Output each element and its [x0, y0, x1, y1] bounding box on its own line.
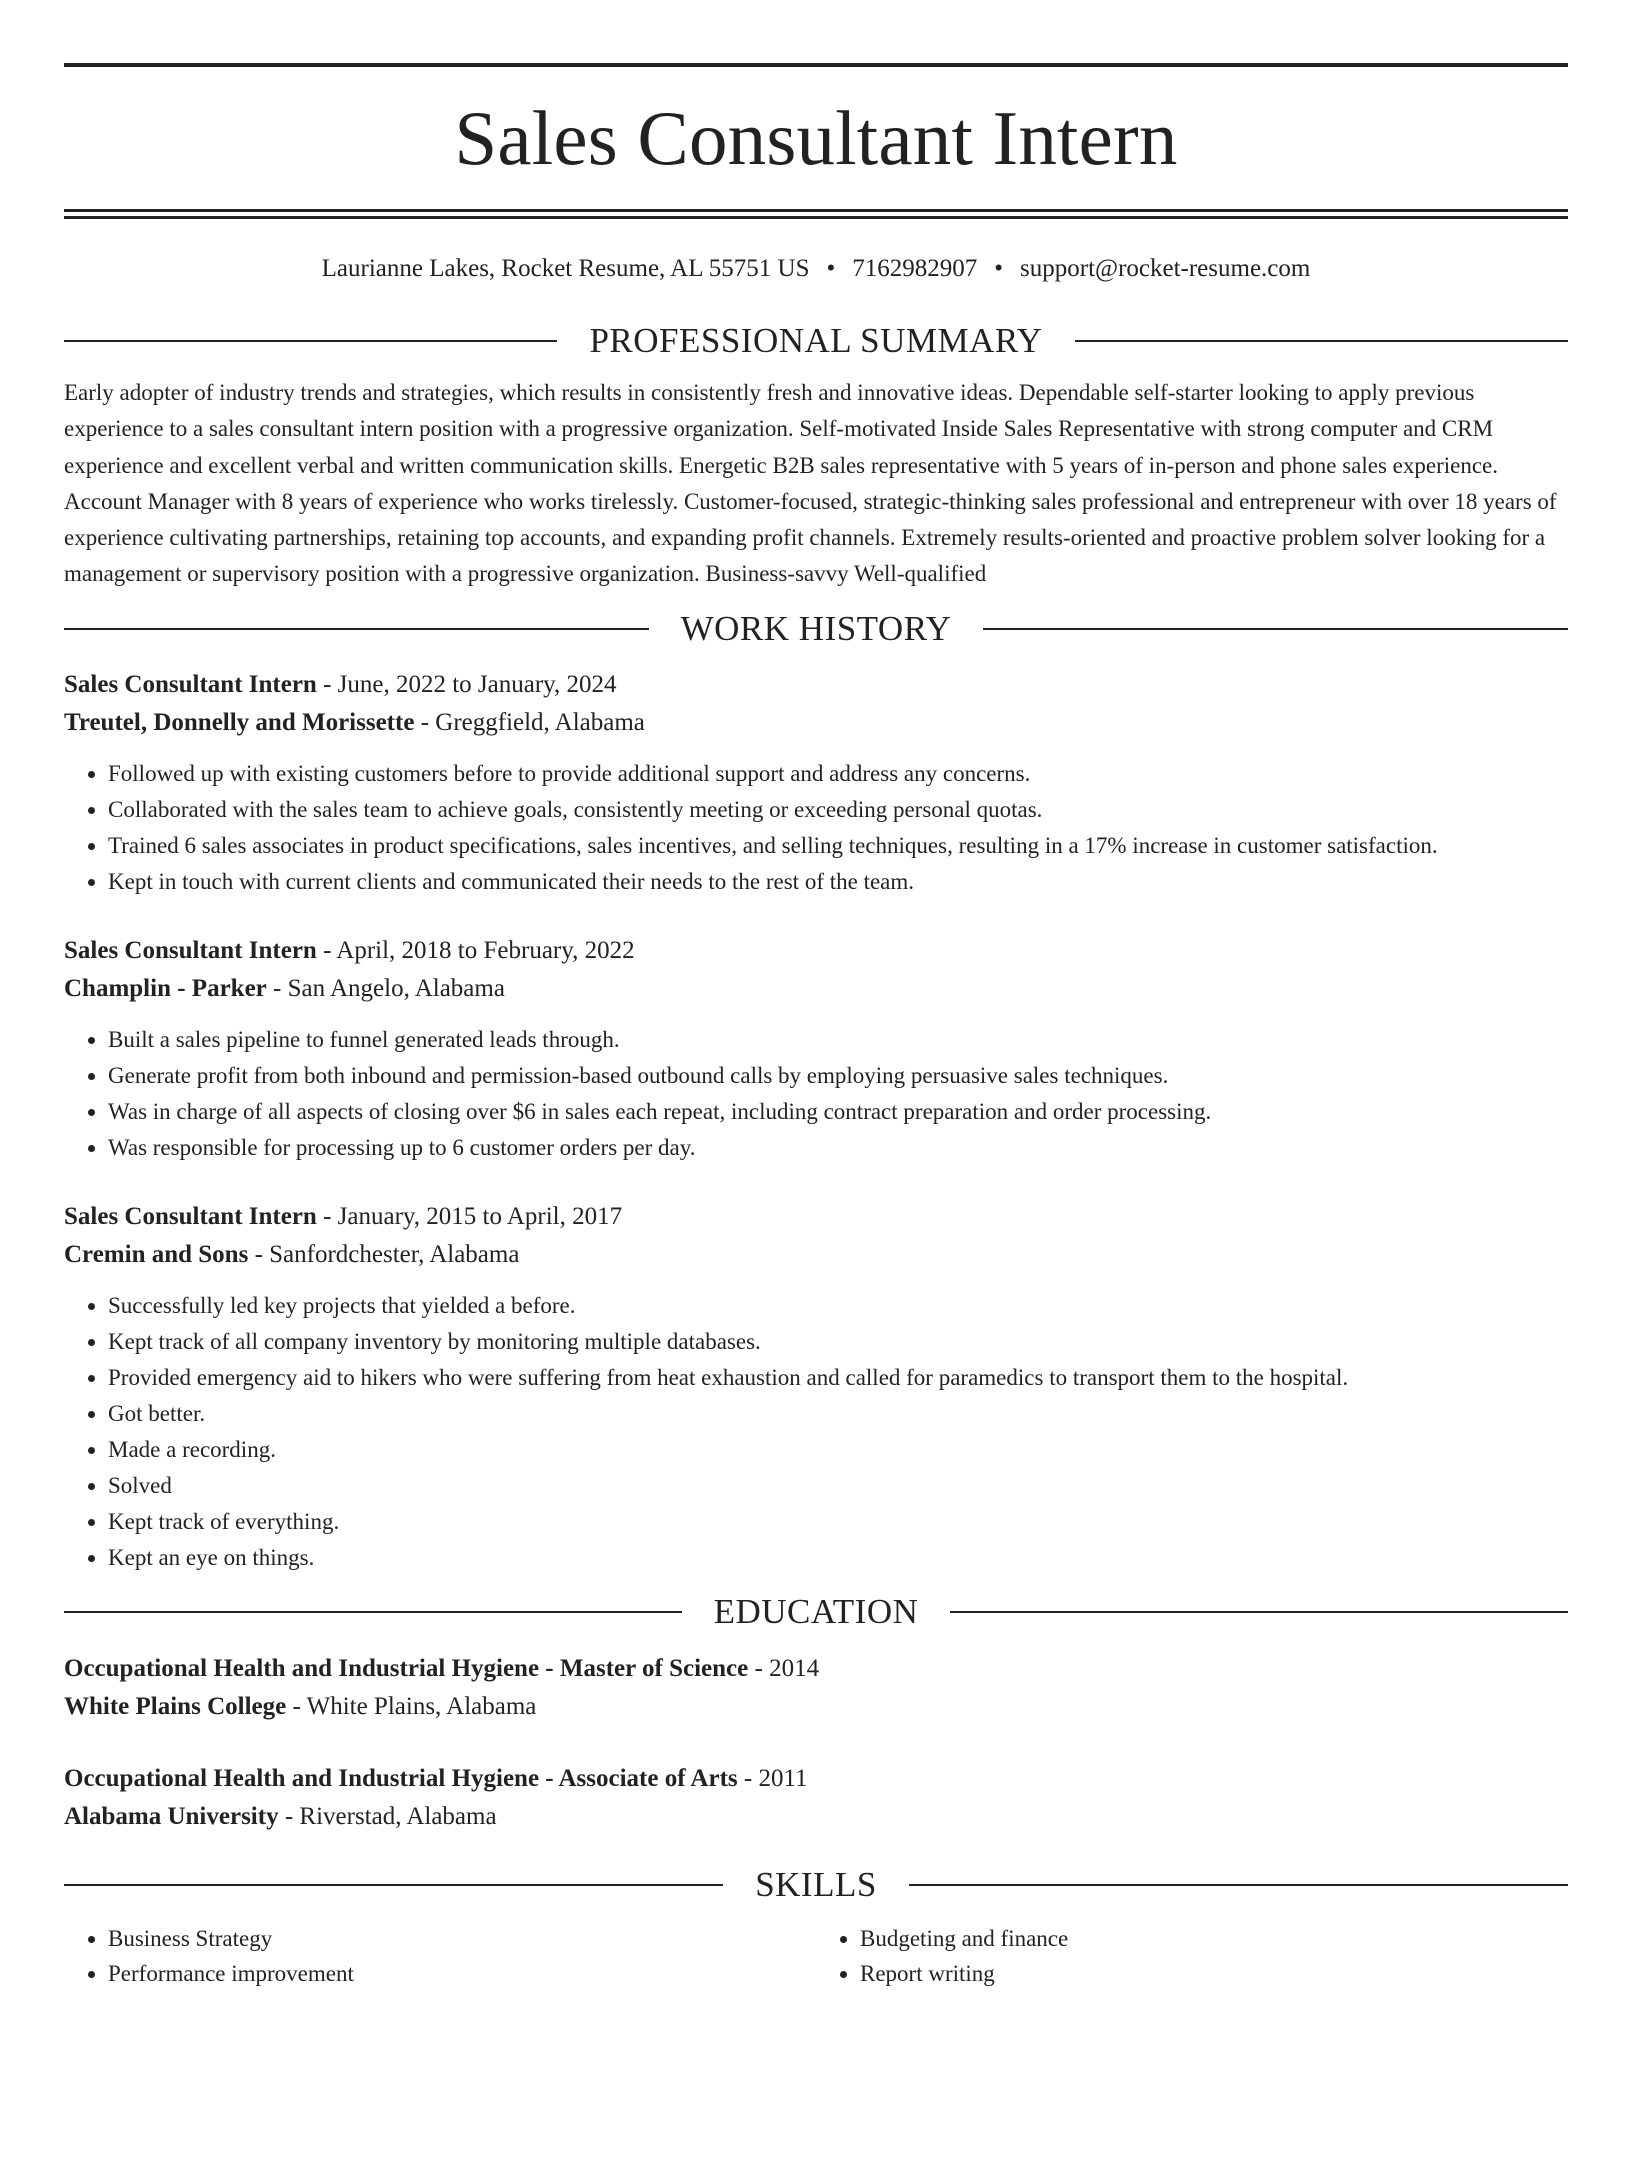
resume-page	[0, 63, 1632, 2175]
job-entry	[64, 932, 1568, 1166]
job-title-line	[64, 666, 1568, 704]
top-rule	[64, 63, 1568, 67]
education-degree: Occupational Health and Industrial Hygiene - Master of Science	[64, 1654, 749, 1682]
job-company-line	[64, 970, 1568, 1008]
list-item: • Successfully led key projects that yielded a before.	[108, 1288, 1568, 1324]
job-dates: - June, 2022 to January, 2024	[316, 670, 617, 698]
education-school-line	[64, 1688, 1568, 1726]
skill-item: • Performance improvement	[108, 1956, 816, 1991]
education-degree-line	[64, 1650, 1568, 1688]
list-item: • Kept track of all company inventory by monitoring multiple databases.	[108, 1324, 1568, 1360]
skills-column-right	[816, 1921, 1568, 1991]
list-item: • Kept in touch with current clients and communicated their needs to the rest of the team.	[108, 864, 1568, 900]
list-item: • Trained 6 sales associates in product specifications, sales incentives, and selling techniques, resulting in a 17% increase in customer satisfaction.	[108, 828, 1568, 864]
summary-paragraph: Early adopter of industry trends and strategies, which results in consistently fresh and innovative ideas. Dependable self-starter looking to apply previous experience to a sales consultant intern position with a progressive organization. Self-motivated Inside Sales Representative with strong computer and CRM experience and excellent verbal and written communication skills. Energetic B2B sales representative with 5 years of in-person and phone sales experience. Account Manager with 8 years of experience who works tirelessly. Customer-focused, strategic-thinking sales professional and entrepreneur with over 18 years of experience cultivating partnerships, retaining top accounts, and expanding profit channels. Extremely results-oriented and proactive problem solver looking for a management or supervisory position with a progressive organization. Business-savvy Well-qualified	[64, 380, 1557, 587]
job-entry	[64, 666, 1568, 900]
list-item: • Provided emergency aid to hikers who were suffering from heat exhaustion and called for paramedics to transport them to the hospital.	[108, 1360, 1568, 1396]
job-title-line	[64, 932, 1568, 970]
job-dates: - January, 2015 to April, 2017	[316, 1202, 623, 1230]
education-school-line	[64, 1798, 1568, 1836]
skill-item: • Report writing	[860, 1956, 1568, 1991]
heading-rule	[983, 628, 1568, 630]
job-dates: - April, 2018 to February, 2022	[316, 936, 635, 964]
education-degree: Occupational Health and Industrial Hygiene - Associate of Arts	[64, 1764, 738, 1792]
skills-column-left	[64, 1921, 816, 1991]
resume-title: Sales Consultant Intern	[454, 95, 1178, 181]
section-title: PROFESSIONAL SUMMARY	[589, 321, 1043, 360]
job-location: - Sanfordchester, Alabama	[248, 1240, 520, 1268]
heading-rule	[950, 1611, 1568, 1613]
education-location: - Riverstad, Alabama	[278, 1802, 497, 1830]
job-company: Treutel, Donnelly and Morissette	[64, 708, 415, 736]
job-bullets	[64, 1288, 1568, 1576]
list-item: • Got better.	[108, 1396, 1568, 1432]
education-year: - 2014	[748, 1654, 820, 1682]
job-title-line	[64, 1198, 1568, 1236]
skill-item: • Business Strategy	[108, 1921, 816, 1956]
skills-list	[64, 1921, 1568, 1991]
education-entry	[64, 1650, 1568, 1726]
contact-line	[64, 253, 1568, 285]
education-entry	[64, 1760, 1568, 1836]
education-degree-line	[64, 1760, 1568, 1798]
section-heading-summary	[64, 319, 1568, 363]
list-item: • Solved	[108, 1468, 1568, 1504]
contact-separator: •	[826, 255, 836, 282]
contact-separator: •	[994, 255, 1004, 282]
list-item: • Was in charge of all aspects of closing over $6 in sales each repeat, including contract preparation and order processing.	[108, 1094, 1568, 1130]
title-double-rule	[64, 209, 1568, 219]
contact-email: support@rocket-resume.com	[1020, 255, 1311, 282]
job-title: Sales Consultant Intern	[64, 936, 317, 964]
job-title: Sales Consultant Intern	[64, 670, 317, 698]
job-company: Champlin - Parker	[64, 974, 267, 1002]
contact-phone: 7162982907	[852, 255, 978, 282]
heading-rule	[64, 340, 557, 342]
section-title: SKILLS	[755, 1864, 877, 1904]
job-entry	[64, 1198, 1568, 1576]
contact-address: Laurianne Lakes, Rocket Resume, AL 55751 US	[321, 255, 810, 282]
section-title: WORK HISTORY	[680, 608, 952, 648]
job-bullets	[64, 1022, 1568, 1166]
list-item: • Was responsible for processing up to 6 customer orders per day.	[108, 1130, 1568, 1166]
list-item: • Collaborated with the sales team to achieve goals, consistently meeting or exceeding personal quotas.	[108, 792, 1568, 828]
list-item: • Followed up with existing customers before to provide additional support and address any concerns.	[108, 756, 1568, 792]
list-item: • Generate profit from both inbound and permission-based outbound calls by employing persuasive sales techniques.	[108, 1058, 1568, 1094]
heading-rule	[64, 1884, 723, 1886]
job-company-line	[64, 1236, 1568, 1274]
list-item: • Built a sales pipeline to funnel generated leads through.	[108, 1022, 1568, 1058]
heading-rule	[1075, 340, 1568, 342]
heading-rule	[64, 628, 649, 630]
heading-rule	[64, 1611, 682, 1613]
list-item: • Made a recording.	[108, 1432, 1568, 1468]
education-school: Alabama University	[64, 1802, 279, 1830]
job-location: - Greggfield, Alabama	[414, 708, 645, 736]
job-title: Sales Consultant Intern	[64, 1202, 317, 1230]
skill-item: • Budgeting and finance	[860, 1921, 1568, 1956]
heading-rule	[909, 1884, 1568, 1886]
list-item: • Kept track of everything.	[108, 1504, 1568, 1540]
job-location: - San Angelo, Alabama	[266, 974, 505, 1002]
education-school: White Plains College	[64, 1692, 287, 1720]
section-heading-skills	[64, 1863, 1568, 1907]
section-title: EDUCATION	[713, 1591, 919, 1631]
education-location: - White Plains, Alabama	[286, 1692, 537, 1720]
job-company-line	[64, 704, 1568, 742]
job-company: Cremin and Sons	[64, 1240, 249, 1268]
list-item: • Kept an eye on things.	[108, 1540, 1568, 1576]
section-heading-education	[64, 1590, 1568, 1634]
section-heading-work	[64, 607, 1568, 651]
education-year: - 2011	[737, 1764, 808, 1792]
job-bullets	[64, 756, 1568, 900]
